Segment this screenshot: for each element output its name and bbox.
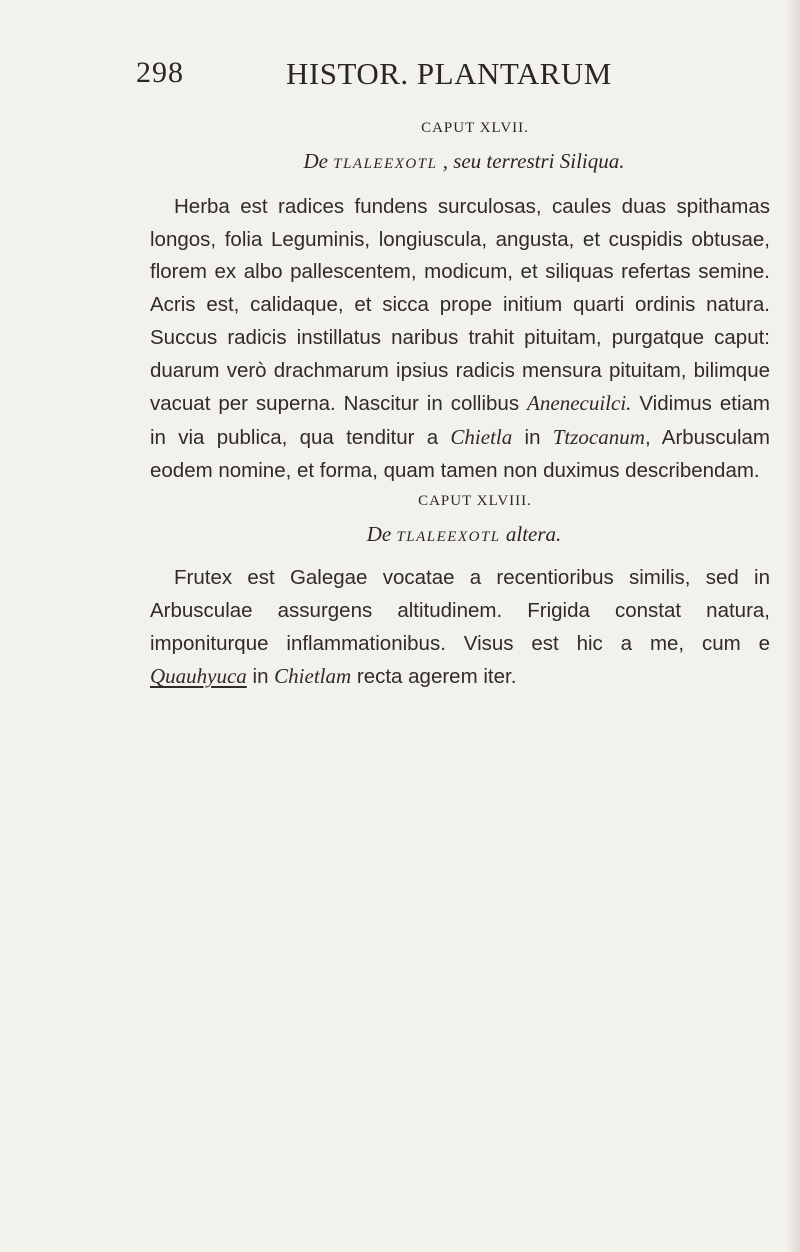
paragraph-text: in bbox=[512, 425, 553, 449]
paragraph-text: Frutex est Galegae vocatae a recentioribus similis, sed in Arbusculae assurgens altitudinem. Frigida constat natura, imponiturque inflammationibus. Visus est hic a me, cum e bbox=[150, 566, 770, 655]
running-title: HISTOR. PLANTARUM bbox=[286, 56, 612, 91]
paragraph-text: in bbox=[246, 665, 275, 689]
place-name: Anenecuilci. bbox=[527, 391, 632, 416]
place-name: Ttzocanum bbox=[552, 424, 645, 449]
place-name: Chietlam bbox=[274, 664, 352, 689]
chapter-title-47 bbox=[150, 144, 770, 181]
paragraph-text: Herba est radices fundens surculosas, caules duas spithamas longos, folia Leguminis, longiuscula, angusta, et cuspidis obtusae, florem ex albo pallescentem, modicum, et siliquas refertas semine. Acris est, calidaque, et sicca prope initium quarti ordinis natura. Succus radicis instillatus naribus trahit pituitam, purgatque caput: duarum verò drachmarum ipsius radicis mensura pituitam, bilimque vacuat per superna. Nascitur in collibus bbox=[150, 195, 770, 416]
chapter-title-rest: altera. bbox=[505, 522, 562, 547]
place-name: Chietla bbox=[450, 424, 513, 449]
chapter-heading-47: CAPUT XLVII. bbox=[421, 120, 529, 136]
chapter-48-paragraph bbox=[150, 562, 770, 694]
chapter-title-plant-name: TLALEEXOTL bbox=[333, 156, 438, 172]
place-name: Quauhyuca bbox=[150, 664, 247, 689]
chapter-title-plant-name: TLALEEXOTL bbox=[396, 529, 501, 546]
chapter-47-paragraph bbox=[150, 191, 770, 487]
paragraph-text: , Arbusculam eodem nomine, et forma, quam tamen non duximus describendam. bbox=[150, 425, 771, 482]
running-head bbox=[0, 56, 800, 96]
chapter-heading-48: CAPUT XLVIII. bbox=[418, 493, 532, 510]
paragraph-text: Vidimus etiam in via publica, qua tenditur a bbox=[150, 392, 770, 449]
paragraph-text: recta agerem iter. bbox=[351, 665, 517, 689]
page-number: 298 bbox=[136, 56, 184, 89]
chapter-title-48 bbox=[150, 517, 770, 554]
chapter-title-rest: , seu terrestri Siliqua. bbox=[442, 149, 625, 173]
chapter-title-de: De bbox=[303, 149, 328, 173]
text-block bbox=[150, 118, 770, 694]
chapter-title-de: De bbox=[366, 522, 392, 547]
page-edge-shadow bbox=[786, 0, 800, 1252]
